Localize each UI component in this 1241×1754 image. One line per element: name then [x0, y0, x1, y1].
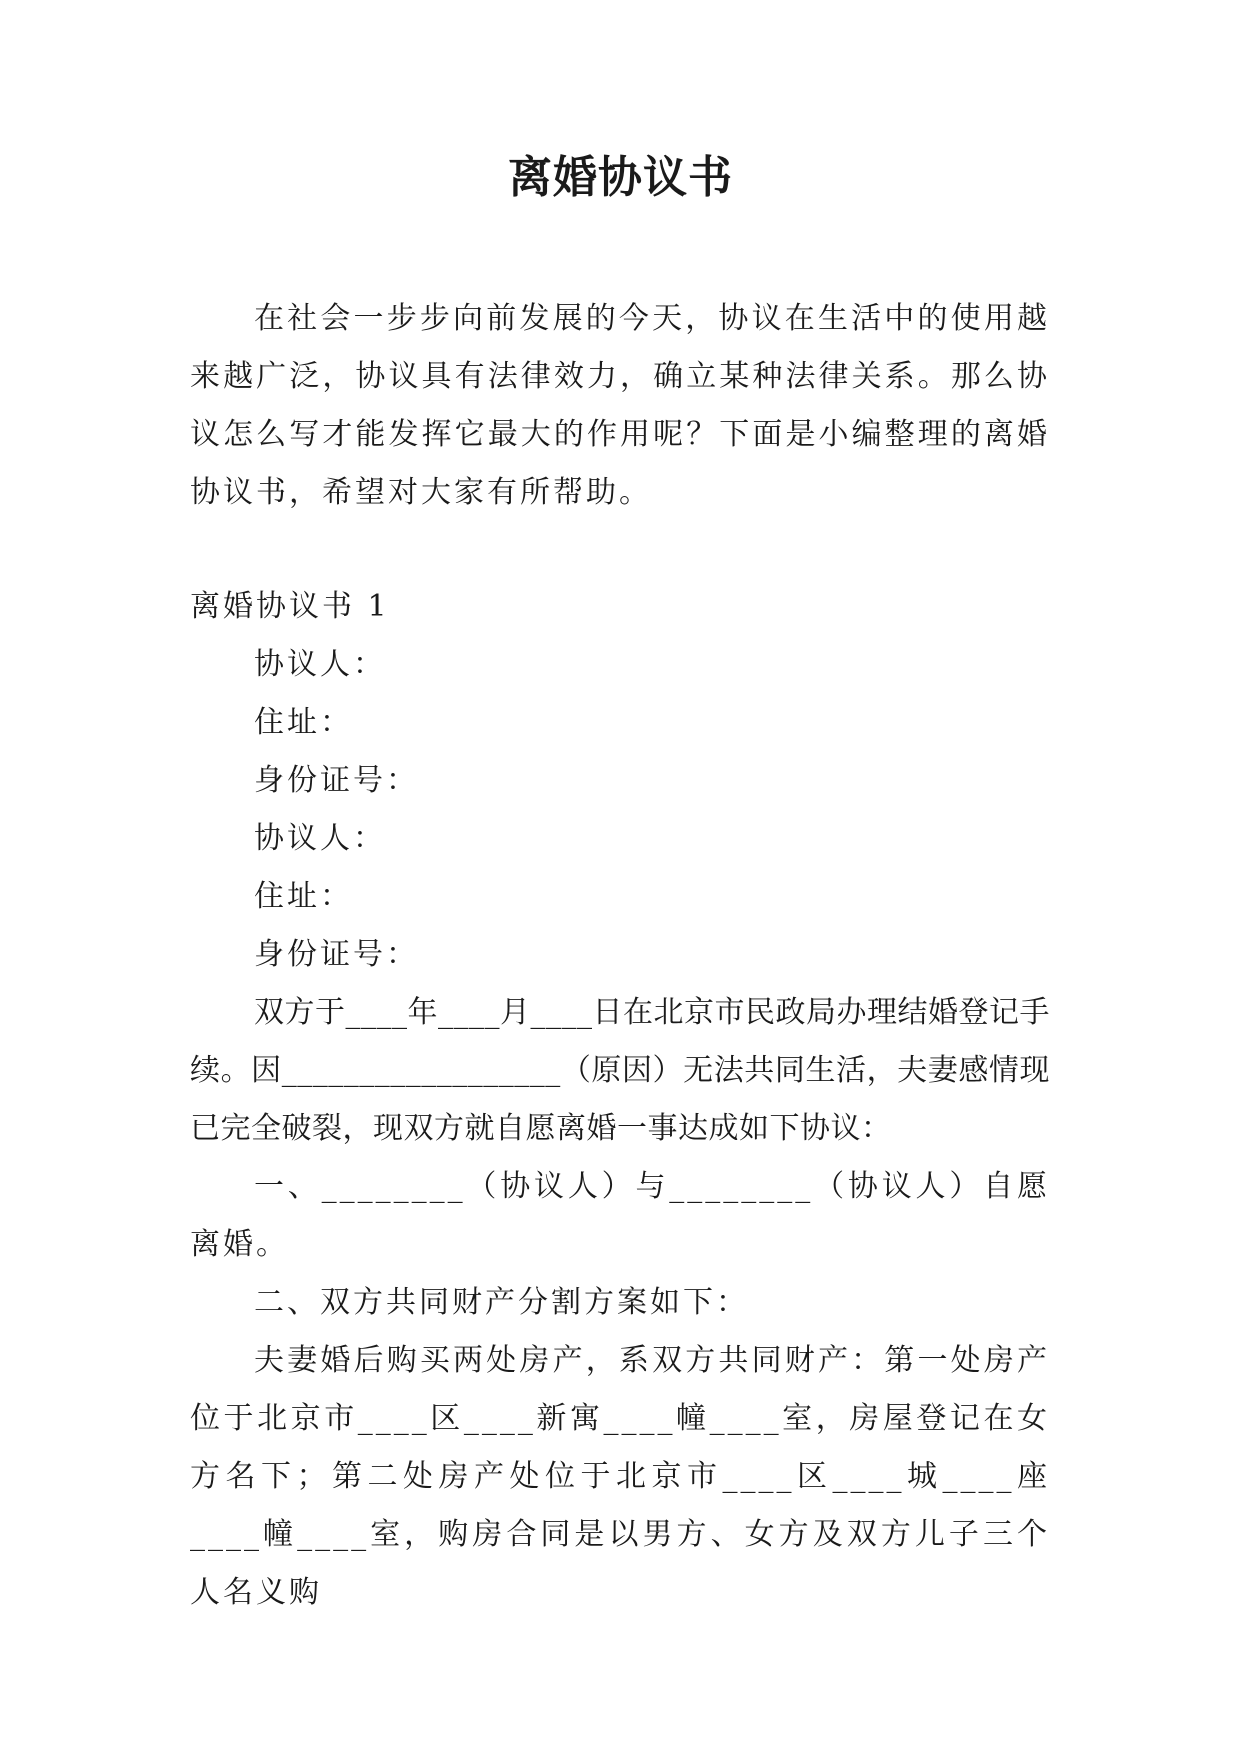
property-paragraph: 夫妻婚后购买两处房产，系双方共同财产：第一处房产位于北京市____区____新寓____幢____室，房屋登记在女方名下；第二处房产处位于北京市____区____城____座____幢____室，购房合同是以男方、女方及双方儿子三个人名义购: [190, 1343, 1050, 1610]
document-title: 离婚协议书: [508, 152, 733, 203]
party-line: 住址：: [254, 879, 353, 914]
section-title: 离婚协议书 1: [190, 589, 390, 624]
party-line: 身份证号：: [254, 937, 419, 972]
document-body: [190, 290, 1050, 1622]
party-line: 身份证号：: [254, 763, 419, 798]
intro-paragraph: 在社会一步步向前发展的今天，协议在生活中的使用越来越广泛，协议具有法律效力，确立某种法律关系。那么协议怎么写才能发挥它最大的作用呢？下面是小编整理的离婚协议书，希望对大家有所帮助。: [190, 301, 1050, 510]
party-line: 住址：: [254, 705, 353, 740]
party-line: 协议人：: [254, 821, 386, 856]
clause-1: 一、________（协议人）与________（协议人）自愿离婚。: [190, 1169, 1050, 1262]
party-line: 协议人：: [254, 647, 386, 682]
marriage-paragraph: 双方于____年____月____日在北京市民政局办理结婚登记手续。因__________________（原因）无法共同生活，夫妻感情现已完全破裂，现双方就自愿离婚一事达成如下协议：: [190, 995, 1050, 1146]
clause-2: 二、双方共同财产分割方案如下：: [254, 1285, 749, 1320]
